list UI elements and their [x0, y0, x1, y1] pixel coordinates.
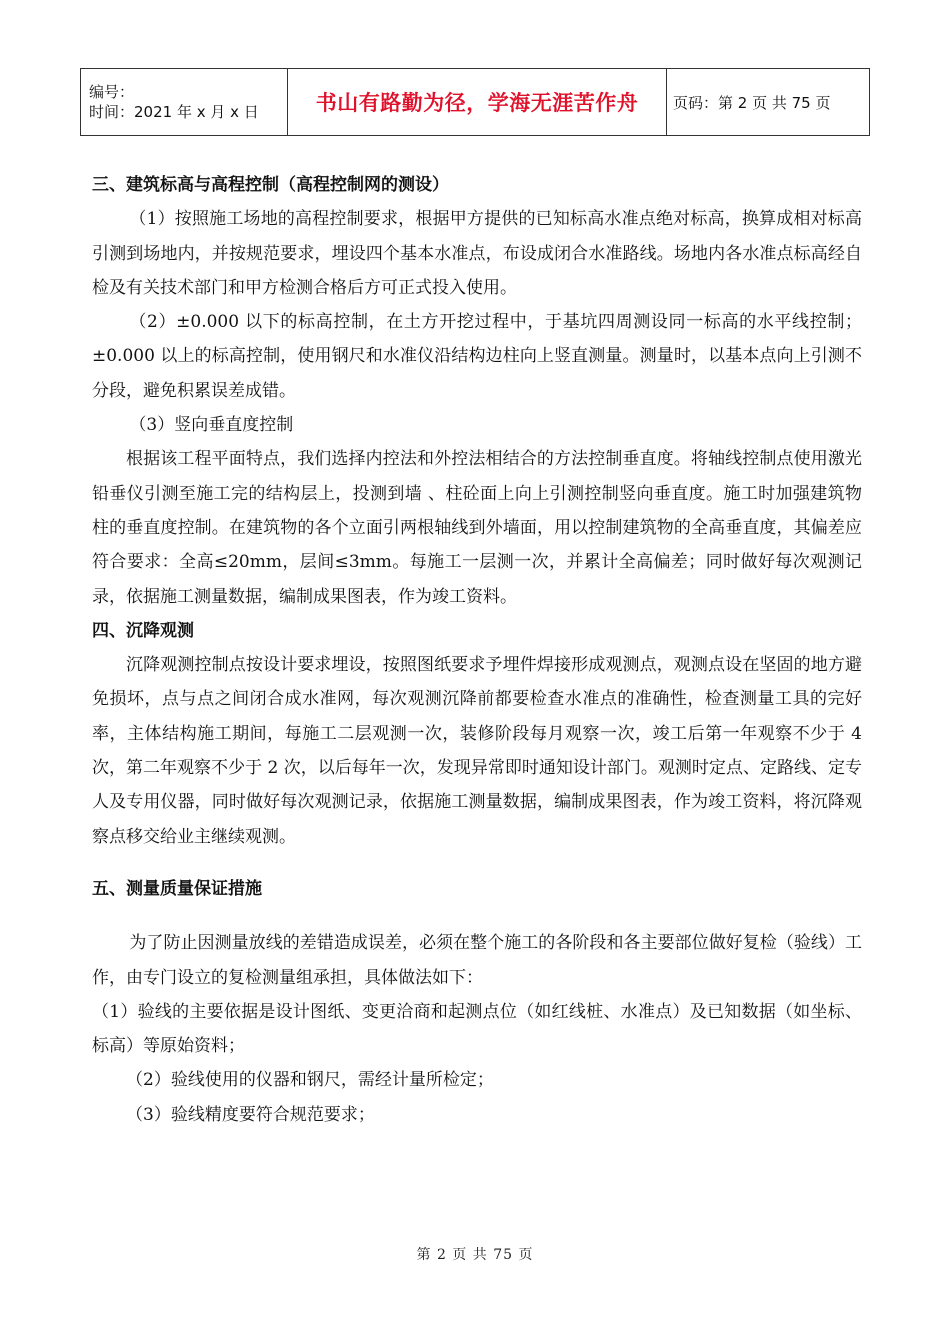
section-5-paragraph-1: 为了防止因测量放线的差错造成误差，必须在整个施工的各阶段和各主要部位做好复检（验线）工作，由专门设立的复检测量组承担，具体做法如下： [92, 933, 862, 988]
page-footer: 第 2 页 共 75 页 [416, 1247, 534, 1263]
document-date-label: 时间：2021 年 x 月 x 日 [89, 103, 259, 121]
section-4-paragraph-1: 沉降观测控制点按设计要求埋设，按照图纸要求予埋件焊接形成观测点，观测点设在坚固的地方避免损坏，点与点之间闭合成水准网，每次观测沉降前都要检查水准点的准确性，检查测量工具的完好率，主体结构施工期间，每施工二层观测一次，装修阶段每月观察一次，竣工后第一年观察不少于 4 次，第二年观察不少于 2 次，以后每年一次，发现异常即时通知设计部门。观测时定点、定路线、定专人及专用仪器，同时做好每次观测记录，依据施工测量数据，编制成果图表，作为竣工资料，将沉降观察点移交给业主继续观测。 [92, 655, 862, 847]
header-meta-cell [81, 69, 288, 136]
header-page-info: 页码：第 2 页 共 75 页 [667, 69, 870, 136]
section-5-heading: 五、测量质量保证措施 [92, 878, 262, 899]
section-5-item-1: （1）验线的主要依据是设计图纸、变更洽商和起测点位（如红线桩、水准点）及已知数据（如坐标、标高）等原始资料； [92, 1001, 862, 1057]
section-4-heading: 四、沉降观测 [92, 620, 194, 641]
document-number-label: 编号： [89, 83, 135, 101]
section-3-paragraph-1: （1）按照施工场地的高程控制要求，根据甲方提供的已知标高水准点绝对标高，换算成相对标高引测到场地内，并按规范要求，埋设四个基本水准点，布设成闭合水准路线。场地内各水准点标高经自检及有关技术部门和甲方检测合格后方可正式投入使用。 [92, 209, 862, 298]
section-3-heading: 三、建筑标高与高程控制（高程控制网的测设） [92, 175, 449, 195]
section-5-item-2: （2）验线使用的仪器和钢尺，需经计量所检定； [126, 1070, 494, 1091]
header-motto: 书山有路勤为径，学海无涯苦作舟 [288, 69, 667, 136]
spacer [92, 906, 862, 926]
section-5-item-3: （3）验线精度要符合规范要求； [126, 1104, 375, 1125]
section-3-paragraph-2: （2）±0.000 以下的标高控制，在土方开挖过程中，于基坑四周测设同一标高的水平线控制；±0.000 以上的标高控制，使用钢尺和水准仪沿结构边柱向上竖直测量。测量时，以基本点向上引测不分段，避免积累误差成错。 [92, 312, 862, 401]
spacer [92, 854, 862, 872]
section-3-paragraph-3: （3）竖向垂直度控制 [129, 415, 294, 436]
section-3-paragraph-4: 根据该工程平面特点，我们选择内控法和外控法相结合的方法控制垂直度。将轴线控制点使用激光铅垂仪引测至施工完的结构层上，投测到墙 、柱砼面上向上引测控制竖向垂直度。施工时加强建筑物柱的垂直度控制。在建筑物的各个立面引两根轴线到外墙面，用以控制建筑物的全高垂直度，其偏差应符合要求：全高≤20mm，层间≤3mm。每施工一层测一次，并累计全高偏差；同时做好每次观测记录，依据施工测量数据，编制成果图表，作为竣工资料。 [92, 449, 862, 607]
page-header [80, 68, 870, 136]
document-body [92, 168, 862, 1132]
